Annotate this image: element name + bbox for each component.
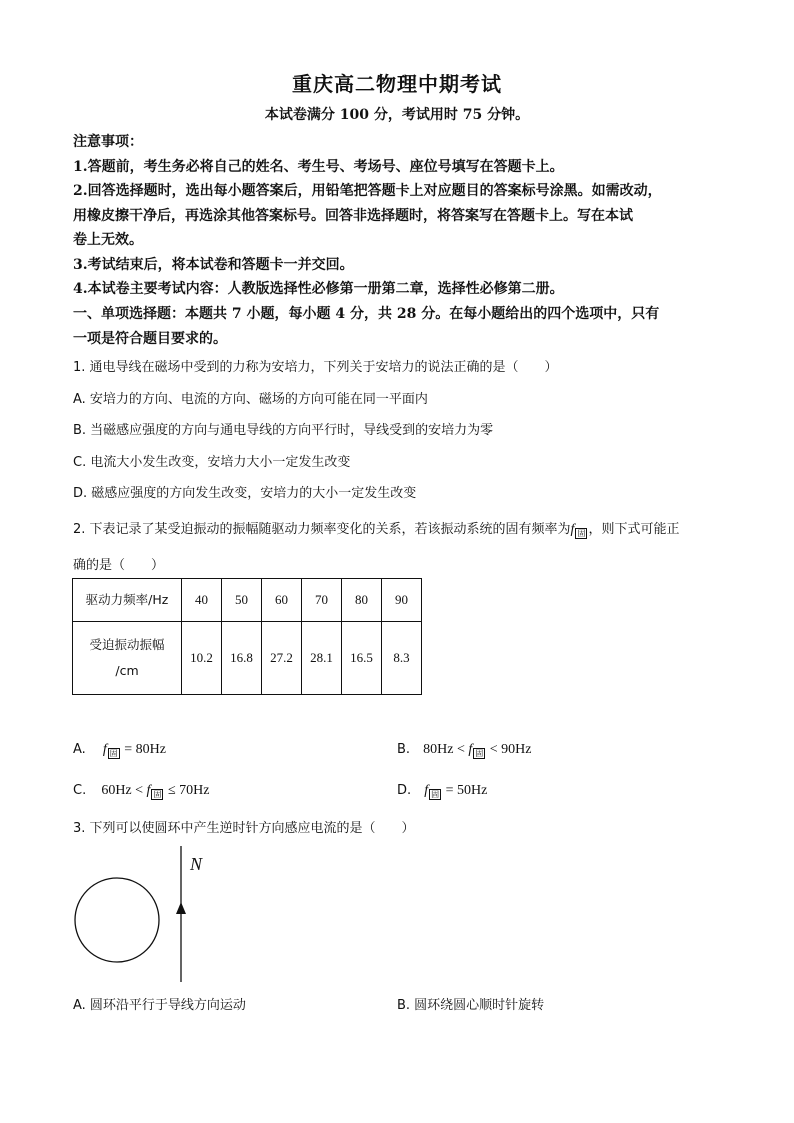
q2-option-d-sub: 固 (431, 790, 440, 799)
table-cell-amplitude: 27.2 (262, 622, 302, 695)
q2-option-b (397, 738, 532, 759)
q3-figure (60, 840, 240, 990)
q2-option-d-label: D. (397, 783, 412, 798)
q2-option-a-sub: 固 (109, 749, 118, 758)
exam-title: 重庆高二物理中期考试 (292, 72, 502, 96)
q1-stem: 1. 通电导线在磁场中受到的力称为安培力，下列关于安培力的说法正确的是（ ） (73, 360, 558, 375)
current-direction-arrow-icon (176, 902, 186, 914)
q2-option-b-pre: 80Hz < (423, 742, 469, 757)
q2-option-a-label: A. (73, 742, 86, 757)
q2-option-d-rest: = 50Hz (442, 783, 488, 798)
q1-option-c: C. 电流大小发生改变，安培力大小一定发生改变 (73, 455, 351, 470)
q2-option-c (73, 779, 209, 800)
q2-option-c-sub: 固 (153, 790, 162, 799)
q2-option-d (397, 779, 487, 800)
q2-option-c-rest: ≤ 70Hz (164, 783, 210, 798)
q1-option-b: B. 当磁感应强度的方向与通电导线的方向平行时，导线受到的安培力为零 (73, 423, 494, 438)
notes-item-2-line-2: 用橡皮擦干净后，再选涂其他答案标号。回答非选择题时，将答案写在答题卡上。写在本试 (73, 208, 633, 224)
q3-option-b: B. 圆环绕圆心顺时针旋转 (397, 998, 545, 1013)
table-row-frequency (73, 579, 422, 622)
table-cell-frequency: 80 (342, 579, 382, 622)
table-cell-amplitude: 28.1 (302, 622, 342, 695)
wire-label: N (190, 854, 203, 874)
q2-stem-symbol (571, 522, 589, 537)
q2-option-a-f: f (102, 742, 107, 757)
table-header-amplitude-line-2: /cm (115, 663, 139, 678)
q2-option-a (73, 738, 166, 759)
notes-item-1: 1.答题前，考生务必将自己的姓名、考生号、考场号、座位号填写在答题卡上。 (73, 159, 564, 175)
table-cell-frequency: 40 (182, 579, 222, 622)
loop-circle (75, 878, 159, 962)
notes-item-2-line-3: 卷上无效。 (73, 232, 143, 248)
notes-item-3: 3.考试结束后，将本试卷和答题卡一并交回。 (73, 257, 354, 273)
q2-stem-sub: 固 (577, 529, 586, 538)
table-cell-frequency: 70 (302, 579, 342, 622)
notes-item-2-line-1: 2.回答选择题时，选出每小题答案后，用铅笔把答题卡上对应题目的答案标号涂黑。如需改动， (73, 183, 662, 199)
section-heading-line-2: 一项是符合题目要求的。 (73, 331, 227, 347)
q2-stem-tail: ，则下式可能正 (588, 522, 680, 537)
q2-option-d-f: f (424, 783, 429, 798)
q2-option-b-sub: 固 (475, 749, 484, 758)
q3-stem: 3. 下列可以使圆环中产生逆时针方向感应电流的是（ ） (73, 821, 415, 836)
q2-option-b-f: f (468, 742, 473, 757)
table-cell-amplitude: 16.8 (222, 622, 262, 695)
q1-option-d: D. 磁感应强度的方向发生改变，安培力的大小一定发生改变 (73, 486, 417, 501)
table-header-frequency: 驱动力频率/Hz (73, 579, 182, 622)
notes-item-4: 4.本试卷主要考试内容：人教版选择性必修第一册第二章，选择性必修第二册。 (73, 281, 564, 297)
q2-option-b-rest: < 90Hz (486, 742, 532, 757)
q2-option-c-f: f (146, 783, 151, 798)
q2-option-b-label: B. (397, 742, 411, 757)
table-cell-frequency: 50 (222, 579, 262, 622)
q2-stem-text: 2. 下表记录了某受迫振动的振幅随驱动力频率变化的关系，若该振动系统的固有频率为 (73, 522, 571, 537)
section-heading-line-1: 一、单项选择题：本题共 7 小题，每小题 4 分，共 28 分。在每小题给出的四个选项中，只有 (73, 306, 660, 322)
q2-stem-line-2: 确的是（ ） (73, 558, 165, 573)
notes-heading: 注意事项： (73, 134, 143, 150)
q3-option-a: A. 圆环沿平行于导线方向运动 (73, 998, 246, 1013)
frequency-amplitude-table (72, 578, 422, 695)
table-cell-amplitude: 10.2 (182, 622, 222, 695)
table-cell-frequency: 90 (382, 579, 422, 622)
q2-stem-f: f (570, 522, 575, 537)
q2-option-a-rest: = 80Hz (120, 742, 167, 757)
q2-option-c-pre: 60Hz < (101, 783, 147, 798)
q2-option-c-label: C. (73, 783, 87, 798)
q1-option-a: A. 安培力的方向、电流的方向、磁场的方向可能在同一平面内 (73, 392, 428, 407)
exam-subtitle: 本试卷满分 100 分，考试用时 75 分钟。 (264, 107, 530, 123)
table-cell-frequency: 60 (262, 579, 302, 622)
table-header-amplitude (73, 622, 182, 695)
q2-stem-line-1 (73, 518, 679, 539)
table-row-amplitude (73, 622, 422, 695)
table-header-amplitude-line-1: 受迫振动振幅 (89, 637, 165, 652)
table-cell-amplitude: 16.5 (342, 622, 382, 695)
table-cell-amplitude: 8.3 (382, 622, 422, 695)
